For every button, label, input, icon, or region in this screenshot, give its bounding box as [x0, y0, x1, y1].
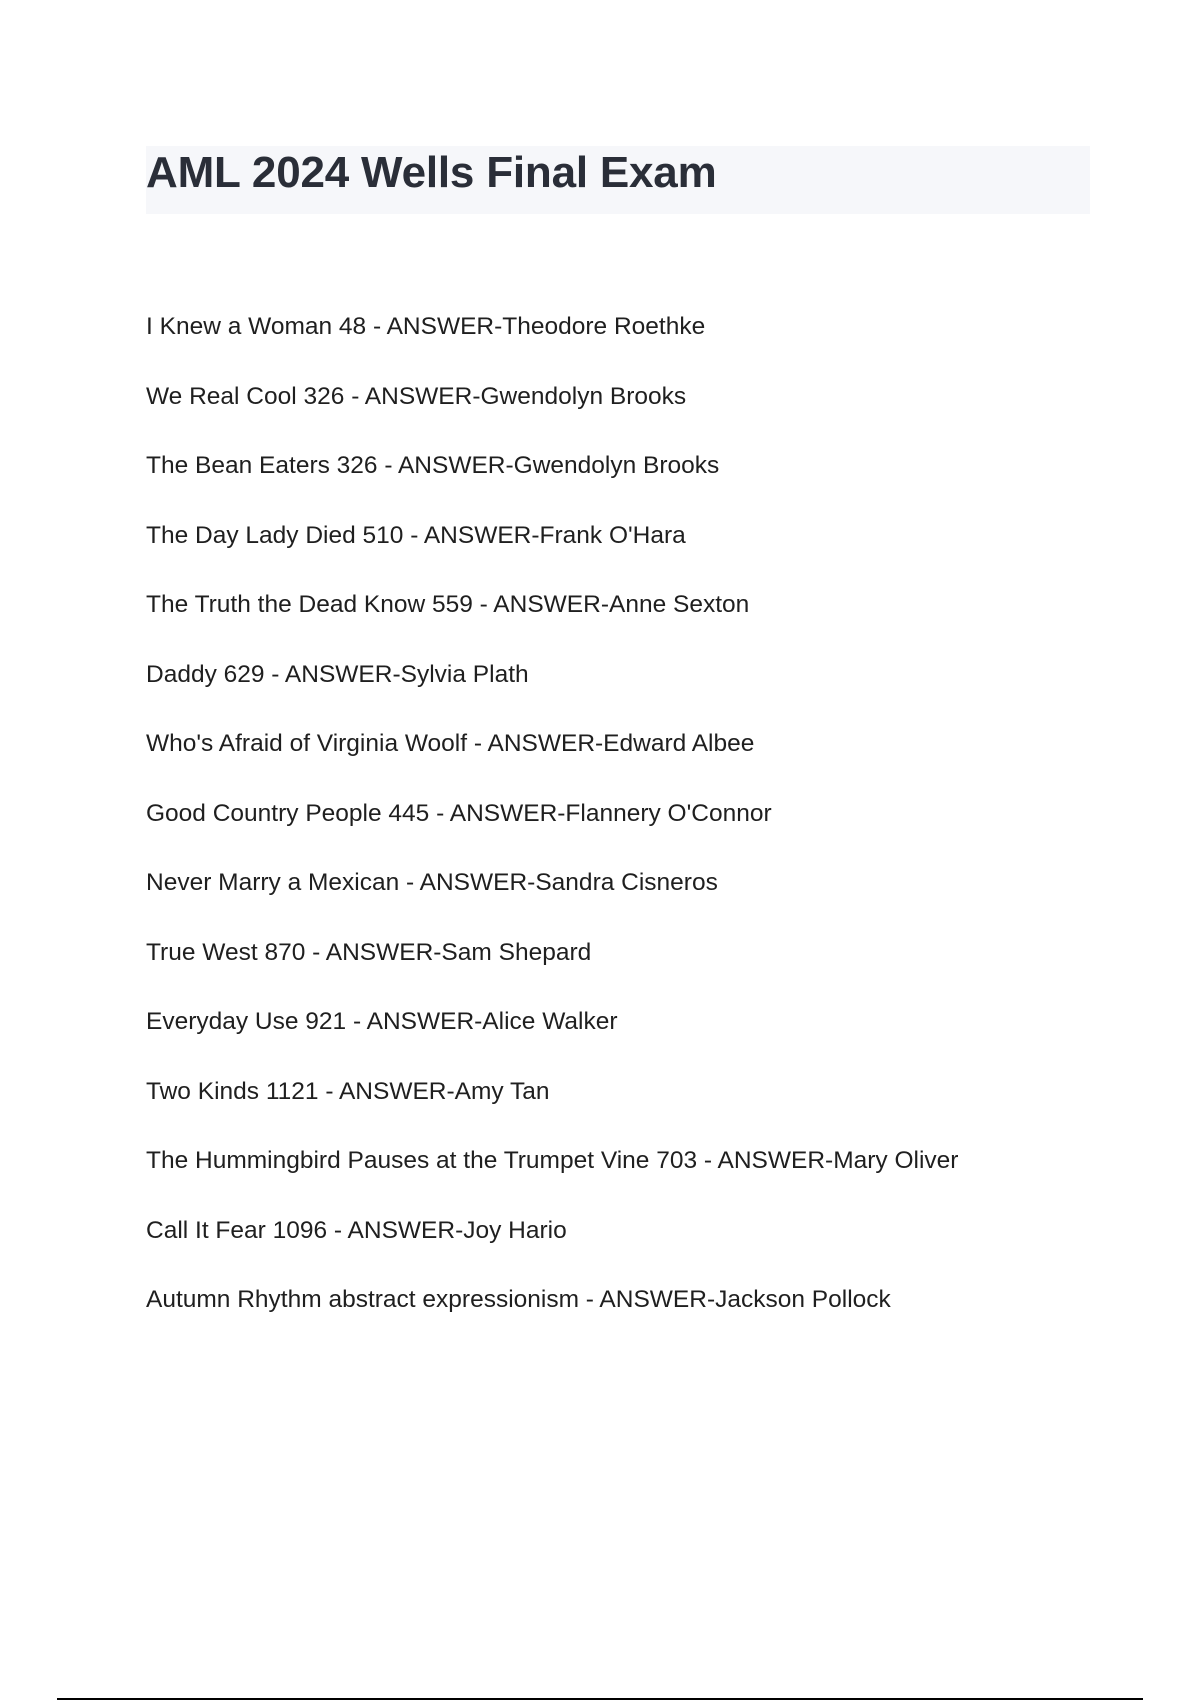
question-answer-list — [146, 312, 958, 1355]
qa-item: Good Country People 445 - ANSWER-Flannery O'Connor — [146, 799, 772, 827]
qa-item: The Hummingbird Pauses at the Trumpet Vine 703 - ANSWER-Mary Oliver — [146, 1147, 959, 1174]
page-title: AML 2024 Wells Final Exam — [146, 148, 717, 197]
qa-item: Call It Fear 1096 - ANSWER-Joy Hario — [146, 1216, 567, 1244]
qa-item: Who's Afraid of Virginia Woolf - ANSWER-Edward Albee — [146, 730, 755, 757]
qa-item: The Truth the Dead Know 559 - ANSWER-Anne Sexton — [146, 591, 750, 618]
qa-item: Daddy 629 - ANSWER-Sylvia Plath — [146, 660, 529, 688]
qa-item: The Bean Eaters 326 - ANSWER-Gwendolyn Brooks — [146, 452, 720, 479]
qa-item: Never Marry a Mexican - ANSWER-Sandra Cisneros — [146, 869, 718, 896]
qa-item: Autumn Rhythm abstract expressionism - ANSWER-Jackson Pollock — [146, 1286, 891, 1313]
qa-item: True West 870 - ANSWER-Sam Shepard — [146, 938, 592, 966]
qa-item: Two Kinds 1121 - ANSWER-Amy Tan — [146, 1077, 550, 1105]
qa-item: I Knew a Woman 48 - ANSWER-Theodore Roethke — [146, 313, 706, 340]
qa-item: We Real Cool 326 - ANSWER-Gwendolyn Brooks — [146, 382, 687, 410]
qa-item: Everyday Use 921 - ANSWER-Alice Walker — [146, 1008, 618, 1035]
qa-item: The Day Lady Died 510 - ANSWER-Frank O'Hara — [146, 521, 686, 549]
